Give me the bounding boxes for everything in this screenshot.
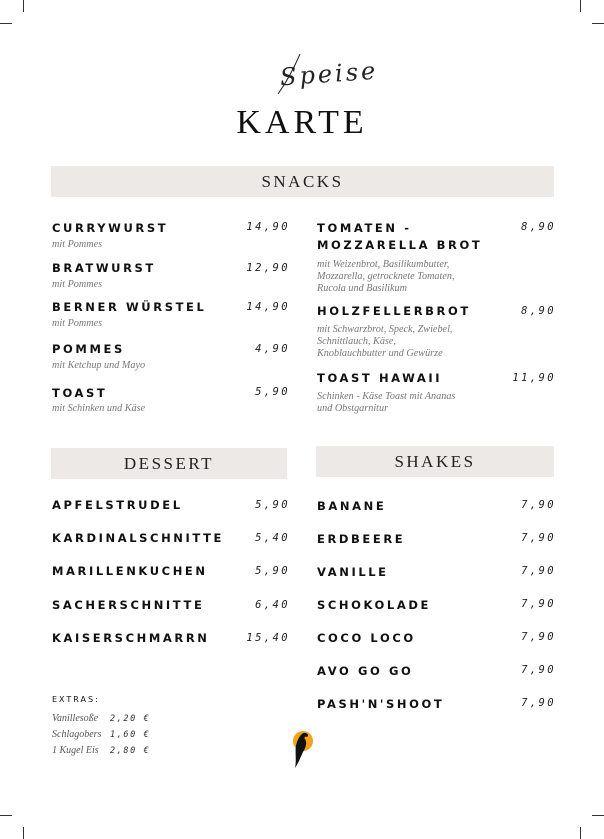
item-name: BERNER WÜRSTEL — [52, 300, 207, 314]
item-price: 14,90 — [246, 301, 290, 313]
crop-mark — [0, 815, 12, 816]
item-description: mit Pommes — [52, 279, 103, 290]
desc-line: Schinken - Käse Toast mit Ananas — [317, 391, 456, 402]
shake-item-name: COCO LOCO — [317, 631, 416, 645]
shake-item-name: SCHOKOLADE — [317, 598, 431, 612]
dessert-item-name: APFELSTRUDEL — [52, 498, 183, 512]
item-name: CURRYWURST — [52, 221, 169, 235]
dessert-item-name: SACHERSCHNITTE — [52, 598, 205, 612]
extra-item — [52, 713, 150, 724]
dessert-banner — [51, 448, 287, 479]
menu-item-currywurst — [52, 220, 168, 251]
menu-item-tomaten-mozzarella-brot — [317, 220, 482, 295]
shakes-banner — [316, 446, 554, 477]
snacks-heading: SNACKS — [261, 171, 344, 191]
crop-mark — [23, 827, 24, 839]
extra-price: 2,20 € — [110, 714, 151, 724]
item-description: mit Ketchup und Mayo — [52, 360, 146, 371]
shake-item-price: 7,90 — [521, 697, 556, 709]
desc-line: Knoblauchbutter und Gewürze — [317, 348, 443, 359]
shake-item-name: AVO GO GO — [317, 664, 414, 678]
crop-mark — [0, 23, 12, 24]
menu-item-toast-hawaii — [317, 370, 455, 415]
menu-item-toast — [52, 385, 145, 415]
extra-name: 1 Kugel Eis — [52, 745, 99, 756]
shakes-heading: SHAKES — [394, 451, 476, 471]
item-name: TOAST — [52, 386, 108, 400]
shake-item-name: PASH'N'SHOOT — [317, 697, 445, 711]
item-name: POMMES — [52, 342, 125, 356]
desc-line: Mozzarella, getrocknete Tomaten, — [317, 271, 455, 282]
crop-mark — [23, 0, 24, 12]
page-title: KARTE — [236, 104, 368, 141]
shake-item-price: 7,90 — [521, 499, 556, 511]
extra-item — [52, 745, 150, 756]
shake-item-name: ERDBEERE — [317, 532, 406, 546]
extra-item — [52, 729, 150, 740]
menu-item-berner-wuerstel — [52, 299, 206, 330]
item-price: 14,90 — [246, 221, 290, 233]
parrot-icon — [285, 724, 319, 772]
extra-price: 1,60 € — [110, 730, 151, 740]
menu-item-pommes — [52, 341, 145, 372]
desc-line: mit Weizenbrot, Basilikumbutter, — [317, 259, 450, 270]
shake-item-price: 7,90 — [521, 664, 556, 676]
dessert-item-name: MARILLENKUCHEN — [52, 564, 208, 578]
dessert-heading: DESSERT — [123, 453, 215, 473]
script-title — [270, 48, 390, 92]
item-price: 11,90 — [512, 372, 556, 384]
item-name: BRATWURST — [52, 261, 156, 275]
dessert-item-price: 5,90 — [255, 499, 290, 511]
crop-mark — [580, 827, 581, 839]
crop-mark — [592, 23, 604, 24]
dessert-item-name: KARDINALSCHNITTE — [52, 531, 225, 545]
dessert-item-price: 5,90 — [255, 565, 290, 577]
desc-line: und Obstgarnitur — [317, 403, 389, 414]
script-title-text: Speise — [279, 56, 380, 92]
item-description — [317, 259, 482, 295]
item-description: mit Pommes — [52, 318, 103, 329]
extra-price: 2,80 € — [110, 746, 151, 756]
dessert-item-price: 6,40 — [255, 599, 290, 611]
item-price: 8,90 — [521, 221, 556, 233]
item-name: TOAST HAWAII — [317, 371, 443, 385]
shake-item-price: 7,90 — [521, 565, 556, 577]
shake-item-price: 7,90 — [521, 598, 556, 610]
extra-name: Vanillesoße — [52, 713, 99, 724]
dessert-item-price: 15,40 — [246, 632, 290, 644]
item-description: mit Schinken und Käse — [52, 403, 146, 414]
item-price: 12,90 — [246, 262, 290, 274]
menu-item-holzfellerbrot — [317, 303, 471, 360]
item-name: HOLZFELLERBROT — [317, 304, 471, 318]
shake-item-name: BANANE — [317, 499, 387, 513]
dessert-item-name: KAISERSCHMARRN — [52, 631, 210, 645]
desc-line: Schnittlauch, Käse, — [317, 336, 396, 347]
desc-line: mit Schwarzbrot, Speck, Zwiebel, — [317, 324, 453, 335]
item-description — [317, 391, 455, 415]
crop-mark — [580, 0, 581, 12]
item-price: 5,90 — [255, 386, 290, 398]
crop-mark — [592, 815, 604, 816]
shake-item-price: 7,90 — [521, 532, 556, 544]
item-price: 4,90 — [255, 343, 290, 355]
item-name-line1: TOMATEN - — [317, 221, 412, 235]
snacks-banner — [51, 166, 554, 197]
extras-title: EXTRAS: — [52, 695, 100, 704]
item-description: mit Pommes — [52, 239, 103, 250]
desc-line: Rucola und Basilikum — [317, 283, 407, 294]
shake-item-price: 7,90 — [521, 631, 556, 643]
shake-item-name: VANILLE — [317, 565, 389, 579]
item-name-line2: MOZZARELLA BROT — [317, 238, 483, 252]
item-price: 8,90 — [521, 305, 556, 317]
extra-name: Schlagobers — [52, 729, 102, 740]
dessert-item-price: 5,40 — [255, 532, 290, 544]
item-description — [317, 324, 471, 360]
menu-item-bratwurst — [52, 260, 156, 291]
